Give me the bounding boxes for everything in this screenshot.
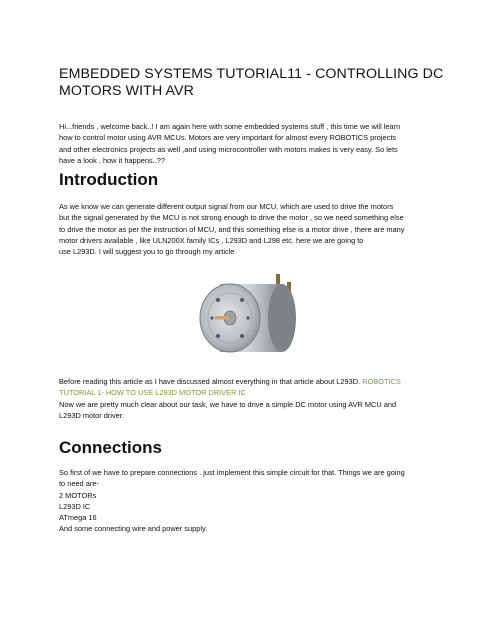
- paragraph-line: but the signal generated by the MCU is not strong enough to drive the motor , so we need something else: [59, 213, 404, 223]
- intro-line: have a look , how it happens..??: [59, 155, 166, 165]
- intro-line: how to control motor using AVR MCUs. Motors are very important for almost every ROBOTICS projects: [59, 133, 397, 143]
- paragraph-line: use L293D. I will suggest you to go through my article: [59, 247, 235, 257]
- paragraph-text: Before reading this article as I have discussed almost everything in that article about L293D.: [59, 377, 363, 386]
- dc-motor-image: [190, 266, 304, 366]
- connections-paragraph: [59, 467, 451, 535]
- intro-line: and other electronics projects as well ,and using microcontroller with motors makes is very easy. So lets: [59, 144, 398, 154]
- paragraph-line: As we know we can generate different output signal from our MCU, which are used to drive the motors: [59, 202, 394, 211]
- paragraph-line: L293D motor driver.: [59, 410, 124, 420]
- introduction-heading: Introduction: [59, 170, 159, 189]
- paragraph-line: to need are-: [59, 479, 99, 489]
- paragraph-line: So first of we have to prepare connections . just implement this simple circuit for that. Things we are going: [59, 468, 405, 477]
- paragraph-line: Now we are pretty much clear about our task, we have to drive a simple DC motor using AVR MCU and: [59, 399, 397, 409]
- list-item: ATmega 16: [59, 513, 97, 523]
- intro-paragraph: [59, 121, 451, 166]
- after-image-paragraph: [59, 376, 451, 421]
- paragraph-line: motor drivers available , like ULN200X family ICs , L293D and L298 etc. here we are going to: [59, 235, 364, 245]
- paragraph-line: And some connecting wire and power supply.: [59, 524, 208, 534]
- list-item: 2 MOTORs: [59, 490, 97, 500]
- paragraph-line: to drive the motor as per the instruction of MCU, and this something else is a motor drive , there are many: [59, 224, 405, 234]
- connections-heading: Connections: [59, 438, 162, 457]
- intro-line: Hi...friends , welcome back..! I am again here with some embedded systems stuff , this time we will learn: [59, 122, 401, 131]
- list-item: L293D IC: [59, 501, 91, 511]
- paragraph-line: [59, 376, 451, 387]
- title-line: EMBEDDED SYSTEMS TUTORIAL11 - CONTROLLING DC: [59, 66, 444, 82]
- article-link[interactable]: ROBOTICS: [362, 377, 401, 386]
- article-link[interactable]: TUTORIAL 1- HOW TO USE L293D MOTOR DRIVER IC: [59, 388, 246, 398]
- page-title: [59, 66, 459, 100]
- introduction-paragraph: [59, 201, 451, 257]
- title-line: MOTORS WITH AVR: [59, 83, 194, 99]
